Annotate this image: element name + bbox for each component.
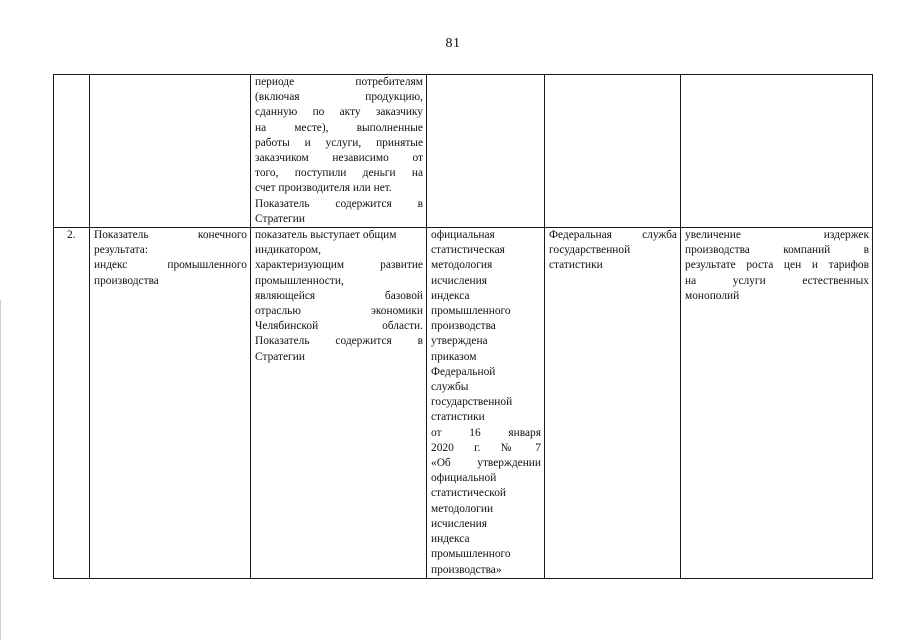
text-line: Показатель содержится в — [255, 197, 423, 210]
text-line: результате роста цен и тарифов — [685, 259, 869, 272]
factors-cell — [681, 75, 873, 228]
text-line: производства — [94, 274, 159, 287]
text-line: на месте), выполненные — [255, 121, 423, 134]
methodology-cell — [427, 228, 545, 579]
text-line: являющейся базовой — [255, 289, 423, 302]
methodology-cell — [427, 75, 545, 228]
text-line: «Об утверждении — [431, 457, 541, 470]
text-line: официальная — [431, 229, 495, 242]
text-line: (включая продукцию, — [255, 91, 423, 104]
text-line: Стратегии — [255, 212, 305, 225]
text-line: производства — [431, 320, 496, 333]
text-line: сданную по акту заказчику — [255, 106, 423, 119]
text-line: методологии — [431, 502, 494, 515]
text-line: заказчиком независимо от — [255, 152, 423, 165]
text-line: монополий — [685, 289, 740, 302]
text-line: Показатель содержится в — [255, 335, 423, 348]
source-cell — [545, 228, 681, 579]
text-line: увеличение издержек — [685, 229, 869, 242]
text-line: индекс промышленного — [94, 259, 247, 272]
text-line: статистическая — [431, 244, 505, 257]
text-line: методология — [431, 259, 493, 272]
text-line: счет производителя или нет. — [255, 182, 392, 195]
text-line: утверждена — [431, 335, 488, 348]
text-line: показатель выступает общим — [255, 229, 397, 242]
factors-cell — [681, 228, 873, 579]
text-line: индекса — [431, 289, 470, 302]
indicator-cell — [90, 228, 251, 579]
text-line: работы и услуги, принятые — [255, 136, 423, 149]
text-line: индикатором, — [255, 244, 321, 257]
text-line: производства компаний в — [685, 244, 869, 257]
text-line: производства» — [431, 563, 502, 576]
text-line: службы — [431, 381, 469, 394]
text-line: государственной — [549, 244, 631, 257]
text-line: Челябинской области. — [255, 320, 423, 333]
row-number-cell — [54, 75, 90, 228]
text-line: исчисления — [431, 517, 487, 530]
definition-cell — [251, 75, 427, 228]
indicator-cell — [90, 75, 251, 228]
text-line: исчисления — [431, 274, 487, 287]
page-number: 81 — [445, 36, 461, 51]
text-line: статистической — [431, 487, 507, 500]
text-line: индекса — [431, 533, 470, 546]
table-row — [54, 75, 873, 228]
text-line: от 16 января — [431, 426, 541, 439]
text-line: статистики — [431, 411, 485, 424]
text-line: того, поступили деньги на — [255, 167, 423, 180]
definition-cell — [251, 228, 427, 579]
text-line: периоде потребителям — [255, 76, 423, 88]
text-line: 2020 г. № 7 — [431, 441, 541, 454]
text-line: официальной — [431, 472, 497, 485]
indicators-table — [53, 74, 873, 579]
source-cell — [545, 75, 681, 228]
table-row — [54, 228, 873, 579]
text-line: на услуги естественных — [685, 274, 869, 287]
scan-edge-line — [0, 300, 1, 640]
text-line: промышленности, — [255, 274, 344, 287]
text-line: Федеральной — [431, 365, 496, 378]
text-line: государственной — [431, 396, 513, 409]
text-line: промышленного — [431, 305, 511, 318]
text-line: статистики — [549, 259, 603, 272]
text-line: Показатель конечного — [94, 229, 247, 242]
row-number-cell: 2. — [54, 228, 90, 579]
text-line: приказом — [431, 350, 477, 363]
text-line: отраслью экономики — [255, 305, 423, 318]
text-line: Стратегии — [255, 350, 305, 363]
text-line: промышленного — [431, 548, 511, 561]
text-line: Федеральная служба — [549, 229, 677, 242]
text-line: результата: — [94, 244, 149, 257]
text-line: характеризующим развитие — [255, 259, 423, 272]
